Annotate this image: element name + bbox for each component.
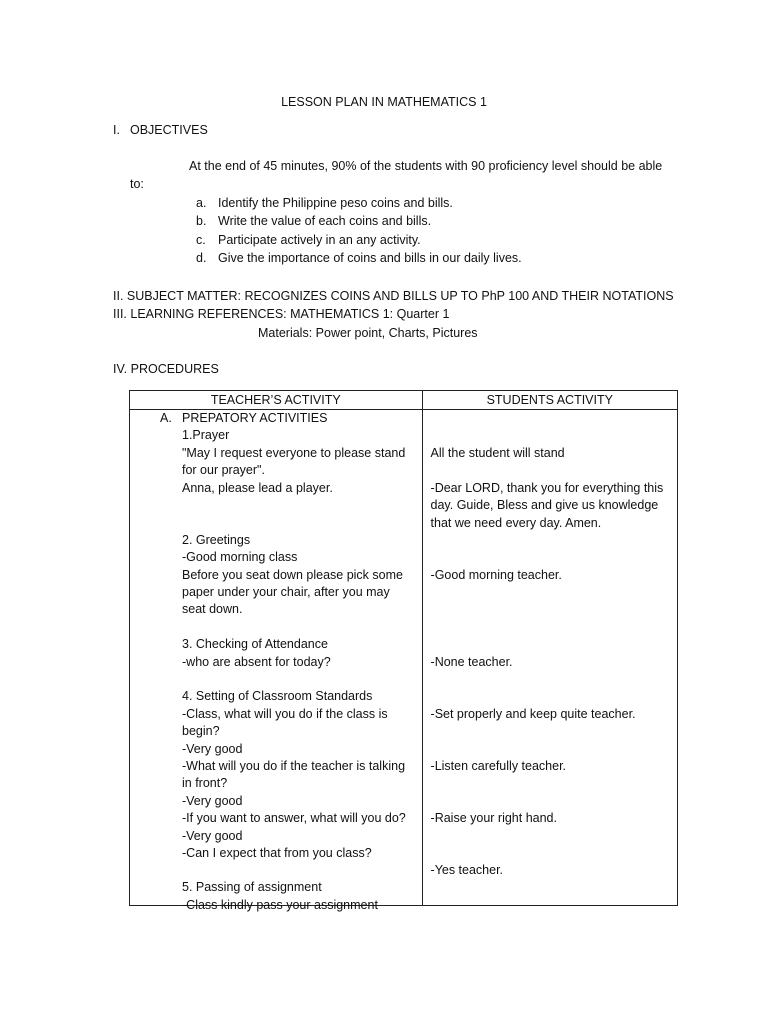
teacher-activity-cell: [130, 410, 423, 912]
student-line: All the student will stand: [430, 446, 565, 460]
objective-letter: c.: [196, 233, 206, 247]
table-header-row: [130, 391, 678, 410]
subject-matter: II. SUBJECT MATTER: RECOGNIZES COINS AND BILLS UP TO PhP 100 AND THEIR NOTATIONS: [113, 289, 674, 303]
teacher-line: -Very good: [182, 794, 243, 808]
teacher-line: 3. Checking of Attendance: [182, 637, 328, 651]
table-row: [130, 410, 678, 906]
student-line: -Dear LORD, thank you for everything this: [430, 481, 664, 495]
teacher-line: "May I request everyone to please stand: [182, 446, 406, 460]
student-line: -None teacher.: [430, 655, 513, 669]
procedures-heading: IV. PROCEDURES: [113, 362, 219, 376]
objectives-heading: OBJECTIVES: [130, 123, 208, 137]
teacher-line: 1.Prayer: [182, 428, 230, 442]
students-activity-header: STUDENTS ACTIVITY: [422, 391, 677, 410]
teacher-line: -who are absent for today?: [182, 655, 331, 669]
teacher-line: in front?: [182, 776, 228, 790]
page-title: LESSON PLAN IN MATHEMATICS 1: [281, 95, 487, 109]
teacher-line: Anna, please lead a player.: [182, 481, 333, 495]
student-line: -Yes teacher.: [430, 863, 504, 877]
teacher-line: seat down.: [182, 602, 243, 616]
objective-text: Identify the Philippine peso coins and bills.: [218, 196, 453, 210]
teacher-line: -If you want to answer, what will you do?: [182, 811, 406, 825]
teacher-line: -What will you do if the teacher is talking: [182, 759, 406, 773]
teacher-line: -Very good: [182, 742, 243, 756]
procedures-table: [129, 390, 678, 912]
objective-letter: a.: [196, 196, 207, 210]
learning-references: III. LEARNING REFERENCES: MATHEMATICS 1: Quarter 1: [113, 307, 450, 321]
teacher-line: for our prayer".: [182, 463, 265, 477]
objective-text: Write the value of each coins and bills.: [218, 214, 432, 228]
objectives-intro: At the end of 45 minutes, 90% of the students with 90 proficiency level should be able: [189, 159, 663, 173]
teacher-line: -Can I expect that from you class?: [182, 846, 372, 860]
teacher-activity-header: TEACHER’S ACTIVITY: [130, 391, 423, 410]
objective-text: Give the importance of coins and bills in our daily lives.: [218, 251, 522, 265]
student-line: -Listen carefully teacher.: [430, 759, 567, 773]
objective-letter: b.: [196, 214, 207, 228]
objectives-intro-continued: to:: [130, 177, 144, 191]
section-letter: A.: [160, 411, 172, 425]
teacher-line: 2. Greetings: [182, 533, 251, 547]
objective-letter: d.: [196, 251, 207, 265]
student-line: -Good morning teacher.: [430, 568, 562, 582]
objective-text: Participate actively in an any activity.: [218, 233, 421, 247]
student-line: -Set properly and keep quite teacher.: [430, 707, 636, 721]
teacher-line: Before you seat down please pick some: [182, 568, 403, 582]
teacher-line: -Class kindly pass your assignment: [182, 898, 378, 912]
teacher-line: -Class, what will you do if the class is: [182, 707, 388, 721]
teacher-line: 4. Setting of Classroom Standards: [182, 689, 373, 703]
student-line: that we need every day. Amen.: [430, 516, 602, 530]
teacher-line: begin?: [182, 724, 220, 738]
objectives-heading-number: I.: [113, 123, 120, 137]
teacher-line: 5. Passing of assignment: [182, 880, 322, 894]
teacher-line: -Very good: [182, 829, 243, 843]
materials: Materials: Power point, Charts, Pictures: [258, 326, 478, 340]
teacher-line: paper under your chair, after you may: [182, 585, 390, 599]
teacher-line: -Good morning class: [182, 550, 298, 564]
student-line: -Raise your right hand.: [430, 811, 557, 825]
students-activity-cell: [422, 410, 677, 906]
section-title: PREPATORY ACTIVITIES: [182, 411, 328, 425]
student-line: day. Guide, Bless and give us knowledge: [430, 498, 659, 512]
